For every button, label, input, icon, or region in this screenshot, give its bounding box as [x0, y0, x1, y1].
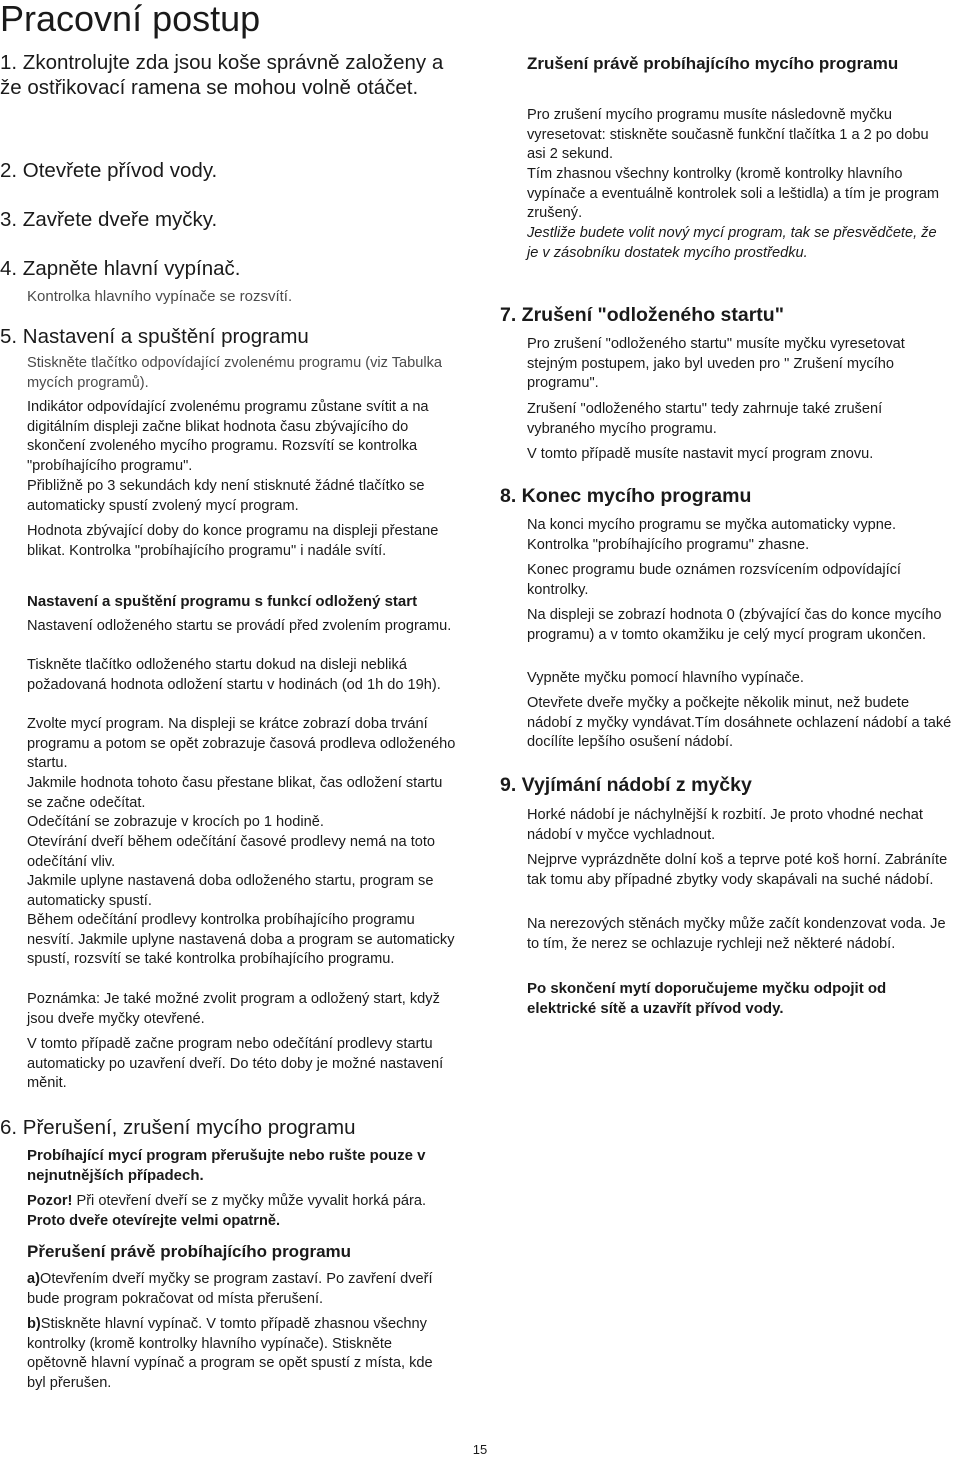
step-9-paragraph-2: Nejprve vyprázdněte dolní koš a teprve poté koš horní. Zabráníte tak tomu aby případné zbytky vody skapávali na suché nádobí.	[527, 852, 948, 888]
step-7-heading: 7. Zrušení "odloženého startu"	[500, 304, 784, 326]
step-5-paragraph-3: Přibližně po 3 sekundách kdy není stisknuté žádné tlačítko se automaticky spustí zvolený mycí program.	[27, 478, 425, 514]
delayed-paragraph-4: Jakmile hodnota tohoto času přestane blikat, čas odložení startu se začne odečítat.	[27, 775, 443, 811]
step-8-paragraph-2: Konec programu bude oznámen rozsvícením odpovídající kontrolky.	[527, 562, 901, 598]
delayed-paragraph-2: Tiskněte tlačítko odloženého startu dokud na disleji nebliká požadovaná hodnota odložení startu v hodinách (od 1h do 19h).	[27, 657, 441, 693]
step-6-heading: 6. Přerušení, zrušení mycího programu	[0, 1116, 356, 1139]
cancel-paragraph-2: Tím zhasnou všechny kontrolky (kromě kontrolky hlavního vypínače a eventuálně kontrolek soli a leštidla) a tím je program zrušený.	[527, 166, 940, 222]
cancel-paragraph-1: Pro zrušení mycího programu musíte následovně myčku vyresetovat: stiskněte současně funkční tlačítka 1 a 2 po dobu asi 2 sekund.	[527, 107, 929, 163]
caution-bold-text: Proto dveře otevírejte velmi opatrně.	[27, 1212, 281, 1229]
delayed-paragraph-1: Nastavení odloženého startu se provádí před zvolením programu.	[27, 618, 452, 634]
step-9-paragraph-3: Na nerezových stěnách myčky může začít kondenzovat voda. Je to tím, že nerez se ochlazuje rychleji než některé nádobí.	[527, 916, 946, 952]
step-5-paragraph-1: Stiskněte tlačítko odpovídající zvolenému programu (viz Tabulka mycích programů).	[27, 355, 443, 391]
interrupt-item-a	[27, 1270, 452, 1309]
step-9-paragraph-1: Horké nádobí je náchylnější k rozbití. Je proto vhodné nechat nádobí v myčce vychladnout.	[527, 807, 923, 843]
step-3: 3. Zavřete dveře myčky.	[0, 208, 218, 231]
step-8-paragraph-4: Vypněte myčku pomocí hlavního vypínače.	[527, 670, 804, 686]
step-4: 4. Zapněte hlavní vypínač.	[0, 257, 241, 280]
step-8-paragraph-1: Na konci mycího programu se myčka automaticky vypne. Kontrolka "probíhajícího programu" zhasne.	[527, 517, 897, 553]
delayed-paragraph-6: Otevírání dveří během odečítání časové prodlevy nemá na toto odečítání vliv.	[27, 834, 436, 870]
step-9-heading: 9. Vyjímání nádobí z myčky	[500, 774, 752, 796]
step-6-caution	[27, 1192, 457, 1231]
step-6-warning: Probíhající mycí program přerušujte nebo rušte pouze v nejnutnějších případech.	[27, 1147, 426, 1184]
step-8-paragraph-3: Na displeji se zobrazí hodnota 0 (zbývající čas do konce mycího programu) a v tomto okamžiku je celý mycí program ukončen.	[527, 607, 942, 643]
step-9-final-note: Po skončení mytí doporučujeme myčku odpojit od elektrické sítě a uzavřít přívod vody.	[527, 980, 887, 1017]
delayed-paragraph-10: V tomto případě začne program nebo odečítání prodlevy startu automaticky po uzavření dveří. Do této doby je možné nastavení měnit.	[27, 1036, 444, 1092]
page-title: Pracovní postup	[0, 0, 261, 39]
delayed-paragraph-7: Jakmile uplyne nastavená doba odloženého startu, program se automaticky spustí.	[27, 873, 434, 909]
cancel-heading: Zrušení právě probíhajícího mycího programu	[527, 54, 899, 73]
step-5-paragraph-2: Indikátor odpovídající zvolenému programu zůstane svítit a na digitálním displeji začne blikat hodnota času zbývajícího do skončení zvoleného mycího programu. Rozsvítí se kontrolka "probíhajícího programu".	[27, 399, 429, 474]
delayed-paragraph-8: Během odečítání prodlevy kontrolka probíhajícího programu nesvítí. Jakmile uplyne nastavená doba a program se automaticky spustí, rozsvítí se také kontrolka probíhajícího programu.	[27, 912, 455, 968]
step-7-paragraph-2: Zrušení "odloženého startu" tedy zahrnuje také zrušení vybraného mycího programu.	[527, 401, 883, 437]
item-a-text: Otevřením dveří myčky se program zastaví. Po zavření dveří bude program pokračovat od místa přerušení.	[27, 1271, 433, 1307]
interrupt-heading: Přerušení právě probíhajícího programu	[27, 1242, 352, 1261]
step-4-note: Kontrolka hlavního vypínače se rozsvítí.	[27, 288, 293, 305]
cancel-paragraph-3	[527, 224, 937, 263]
step-8-heading: 8. Konec mycího programu	[500, 485, 752, 507]
step-7-paragraph-1: Pro zrušení "odloženého startu" musíte myčku vyresetovat stejným postupem, jako byl uveden pro " Zrušení mycího programu".	[527, 336, 905, 392]
item-a-label: a)	[27, 1271, 40, 1287]
step-1: 1. Zkontrolujte zda jsou koše správně založeny a že ostřikovací ramena se mohou volně otáčet.	[0, 51, 444, 99]
cancel-italic-text: Jestliže budete volit nový mycí program, tak se přesvědčete, že je v zásobníku dostatek mycího prostředku.	[527, 225, 937, 261]
item-b-text: Stiskněte hlavní vypínač. V tomto případě zhasnou všechny kontrolky (kromě kontrolky hlavního vypínače). Stiskněte opětovně hlavní vypínač a program se opět spustí z místa, kde byl přerušen.	[27, 1316, 433, 1391]
step-5-heading: 5. Nastavení a spuštění programu	[0, 325, 309, 348]
delayed-paragraph-5: Odečítání se zobrazuje v krocích po 1 hodině.	[27, 814, 324, 830]
delayed-paragraph-9: Poznámka: Je také možné zvolit program a odložený start, když jsou dveře myčky otevřené.	[27, 991, 440, 1027]
caution-label: Pozor!	[27, 1193, 73, 1209]
item-b-label: b)	[27, 1316, 41, 1332]
delayed-start-heading: Nastavení a spuštění programu s funkcí odložený start	[27, 593, 418, 610]
caution-text: Při otevření dveří se z myčky může vyvalit horká pára.	[72, 1193, 427, 1209]
delayed-paragraph-3: Zvolte mycí program. Na displeji se krátce zobrazí doba trvání programu a potom se opět zobrazuje časová prodleva odloženého startu.	[27, 716, 456, 772]
step-7-paragraph-3: V tomto případě musíte nastavit mycí program znovu.	[527, 446, 874, 462]
interrupt-item-b	[27, 1315, 452, 1393]
step-5-paragraph-4: Hodnota zbývající doby do konce programu na displeji přestane blikat. Kontrolka "probíhajícího programu" i nadále svítí.	[27, 523, 439, 559]
step-2: 2. Otevřete přívod vody.	[0, 159, 218, 182]
page-number: 15	[472, 1442, 488, 1457]
step-8-paragraph-5: Otevřete dveře myčky a počkejte několik minut, než budete nádobí z myčky vyndávat.Tím dosáhnete ochlazení nádobí a také docílíte lepšího osušení nádobí.	[527, 695, 952, 751]
